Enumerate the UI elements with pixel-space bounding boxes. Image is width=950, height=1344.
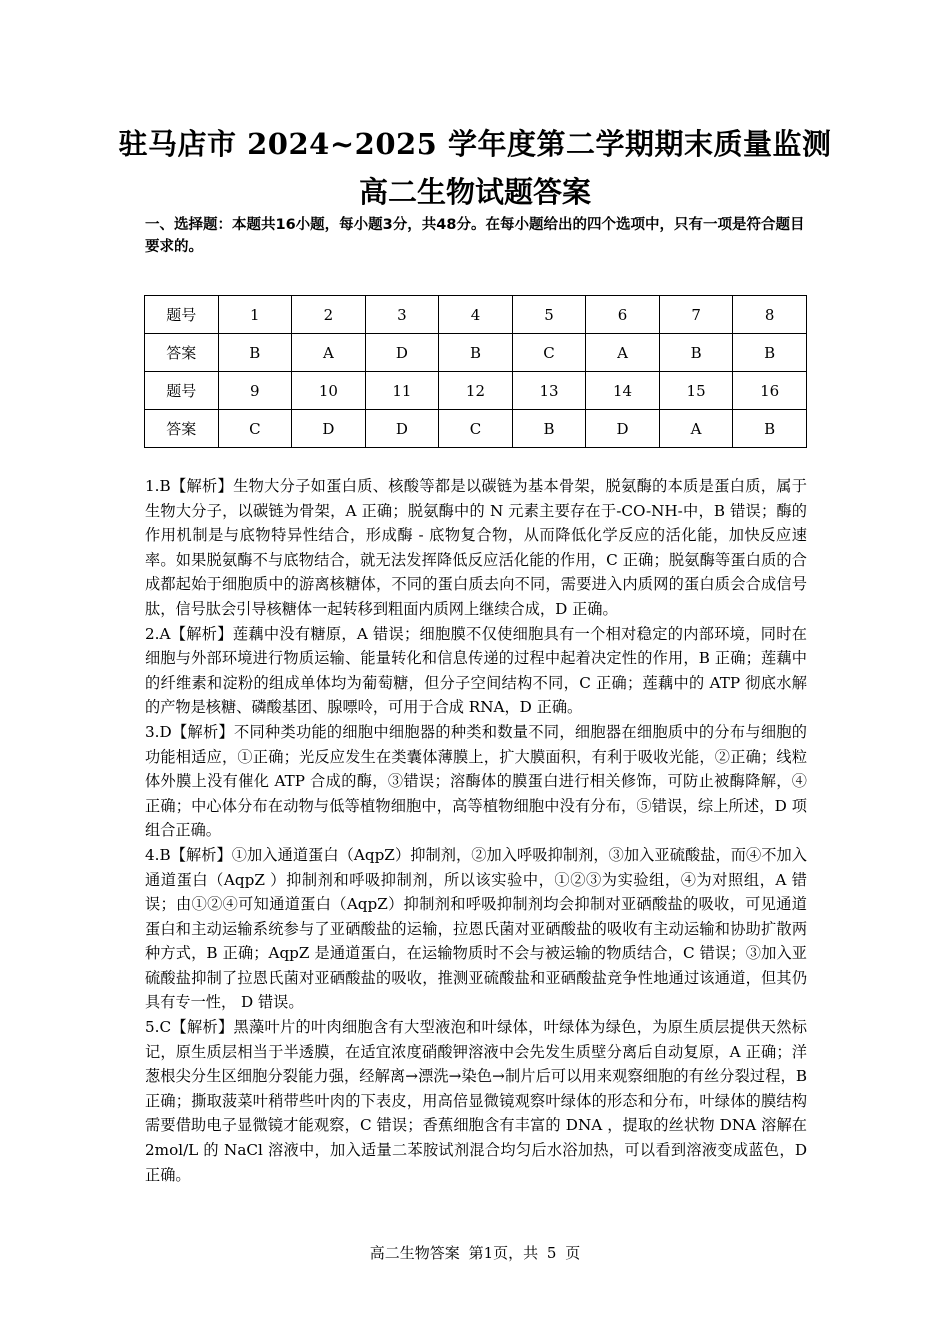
table-cell: 4	[439, 296, 513, 334]
table-cell: B	[512, 410, 586, 448]
table-cell: 6	[586, 296, 660, 334]
table-cell: 15	[659, 372, 733, 410]
table-cell: 答案	[145, 334, 219, 372]
table-cell: 7	[659, 296, 733, 334]
explanation-paragraph: 3.D【解析】不同种类功能的细胞中细胞器的种类和数量不同，细胞器在细胞质中的分布与细胞的功能相适应，①正确；光反应发生在类囊体薄膜上，扩大膜面积，有利于吸收光能，②正确；线粒体外膜上没有催化 ATP 合成的酶，③错误；溶酶体的膜蛋白进行相关修饰，可防止被酶降解，④正确；中心体分布在动物与低等植物细胞中，高等植物细胞中没有分布，⑤错误，综上所述，D 项组合正确。	[145, 722, 807, 840]
table-cell: 11	[365, 372, 439, 410]
table-cell: B	[733, 410, 807, 448]
table-cell: B	[439, 334, 513, 372]
table-cell: 5	[512, 296, 586, 334]
explanation-paragraph: 5.C【解析】黑藻叶片的叶肉细胞含有大型液泡和叶绿体，叶绿体为绿色，为原生质层提供天然标记，原生质层相当于半透膜，在适宜浓度硝酸钾溶液中会先发生质壁分离后自动复原，A 正确；洋葱根尖分生区细胞分裂能力强，经解离→漂洗→染色→制片后可以用来观察细胞的有丝分裂过程，B 正确；撕取菠菜叶稍带些叶肉的下表皮，用高倍显微镜观察叶绿体的形态和分布，叶绿体的膜结构需要借助电子显微镜才能观察，C 错误；香蕉细胞含有丰富的 DNA ，提取的丝状物 DNA 溶解在 2mol/L 的 NaCl 溶液中，加入适量二苯胺试剂混合均匀后水浴加热，可以看到溶液变成蓝色，D 正确。	[145, 1018, 807, 1184]
table-cell: D	[365, 410, 439, 448]
table-cell: 9	[218, 372, 292, 410]
table-cell: C	[512, 334, 586, 372]
table-row	[145, 296, 807, 334]
table-cell: 12	[439, 372, 513, 410]
answer-table	[144, 295, 807, 448]
table-cell: 题号	[145, 372, 219, 410]
table-cell: 2	[292, 296, 366, 334]
table-cell: 13	[512, 372, 586, 410]
table-row	[145, 334, 807, 372]
table-cell: A	[292, 334, 366, 372]
page-subtitle: 高二生物试题答案	[358, 175, 591, 209]
table-cell: 答案	[145, 410, 219, 448]
table-cell: D	[365, 334, 439, 372]
page-title: 驻马店市 2024~2025 学年度第二学期期末质量监测	[118, 127, 832, 161]
table-cell: 1	[218, 296, 292, 334]
table-cell: 10	[292, 372, 366, 410]
table-cell: 14	[586, 372, 660, 410]
table-cell: D	[586, 410, 660, 448]
explanation-paragraph: 4.B【解析】①加入通道蛋白（AqpZ）抑制剂，②加入呼吸抑制剂，③加入亚硫酸盐，而④不加入通道蛋白（AqpZ ）抑制剂和呼吸抑制剂，所以该实验中，①②③为实验组，④为对照组，A 错误；由①②④可知通道蛋白（AqpZ）抑制剂和呼吸抑制剂均会抑制对亚硒酸盐的吸收，可见通道蛋白和主动运输系统参与了亚硒酸盐的运输，拉恩氏菌对亚硒酸盐的吸收有主动运输和协助扩散两种方式，B 正确；AqpZ 是通道蛋白，在运输物质时不会与被运输的物质结合，C 错误；③加入亚硫酸盐抑制了拉恩氏菌对亚硒酸盐的吸收，推测亚硫酸盐和亚硒酸盐竞争性地通过该通道，但其仍具有专一性， D 错误。	[145, 845, 807, 1012]
table-cell: B	[733, 334, 807, 372]
table-cell: B	[218, 334, 292, 372]
table-cell: C	[439, 410, 513, 448]
table-cell: C	[218, 410, 292, 448]
table-cell: B	[659, 334, 733, 372]
explanations	[145, 474, 807, 1187]
page-footer: 高二生物答案 第1页，共 5 页	[369, 1244, 581, 1262]
table-cell: 8	[733, 296, 807, 334]
table-row	[145, 410, 807, 448]
table-cell: D	[292, 410, 366, 448]
table-cell: 3	[365, 296, 439, 334]
table-cell: 16	[733, 372, 807, 410]
table-row	[145, 372, 807, 410]
table-cell: A	[586, 334, 660, 372]
explanation-paragraph: 2.A【解析】莲藕中没有糖原，A 错误；细胞膜不仅使细胞具有一个相对稳定的内部环境，同时在细胞与外部环境进行物质运输、能量转化和信息传递的过程中起着决定性的作用，B 正确；莲藕中的纤维素和淀粉的组成单体均为葡萄糖，但分子空间结构不同，C 正确；莲藕中的 ATP 彻底水解的产物是核糖、磷酸基团、腺嘌呤，可用于合成 RNA，D 正确。	[145, 624, 807, 717]
section-intro: 一、选择题：本题共16小题，每小题3分，共48分。在每小题给出的四个选项中，只有一项是符合题目要求的。	[145, 217, 805, 255]
explanation-paragraph: 1.B【解析】生物大分子如蛋白质、核酸等都是以碳链为基本骨架，脱氨酶的本质是蛋白质，属于生物大分子，以碳链为骨架，A 正确；脱氨酶中的 N 元素主要存在于-CO-NH-中，B 错误；酶的作用机制是与底物特异性结合，形成酶 - 底物复合物，从而降低化学反应的活化能，加快反应速率。如果脱氨酶不与底物结合，就无法发挥降低反应活化能的作用，C 正确；脱氨酶等蛋白质的合成都起始于细胞质中的游离核糖体，不同的蛋白质去向不同，需要进入内质网的蛋白质会合成信号肽，信号肽会引导核糖体一起转移到粗面内质网上继续合成，D 正确。	[145, 477, 807, 618]
table-cell: A	[659, 410, 733, 448]
table-cell: 题号	[145, 296, 219, 334]
